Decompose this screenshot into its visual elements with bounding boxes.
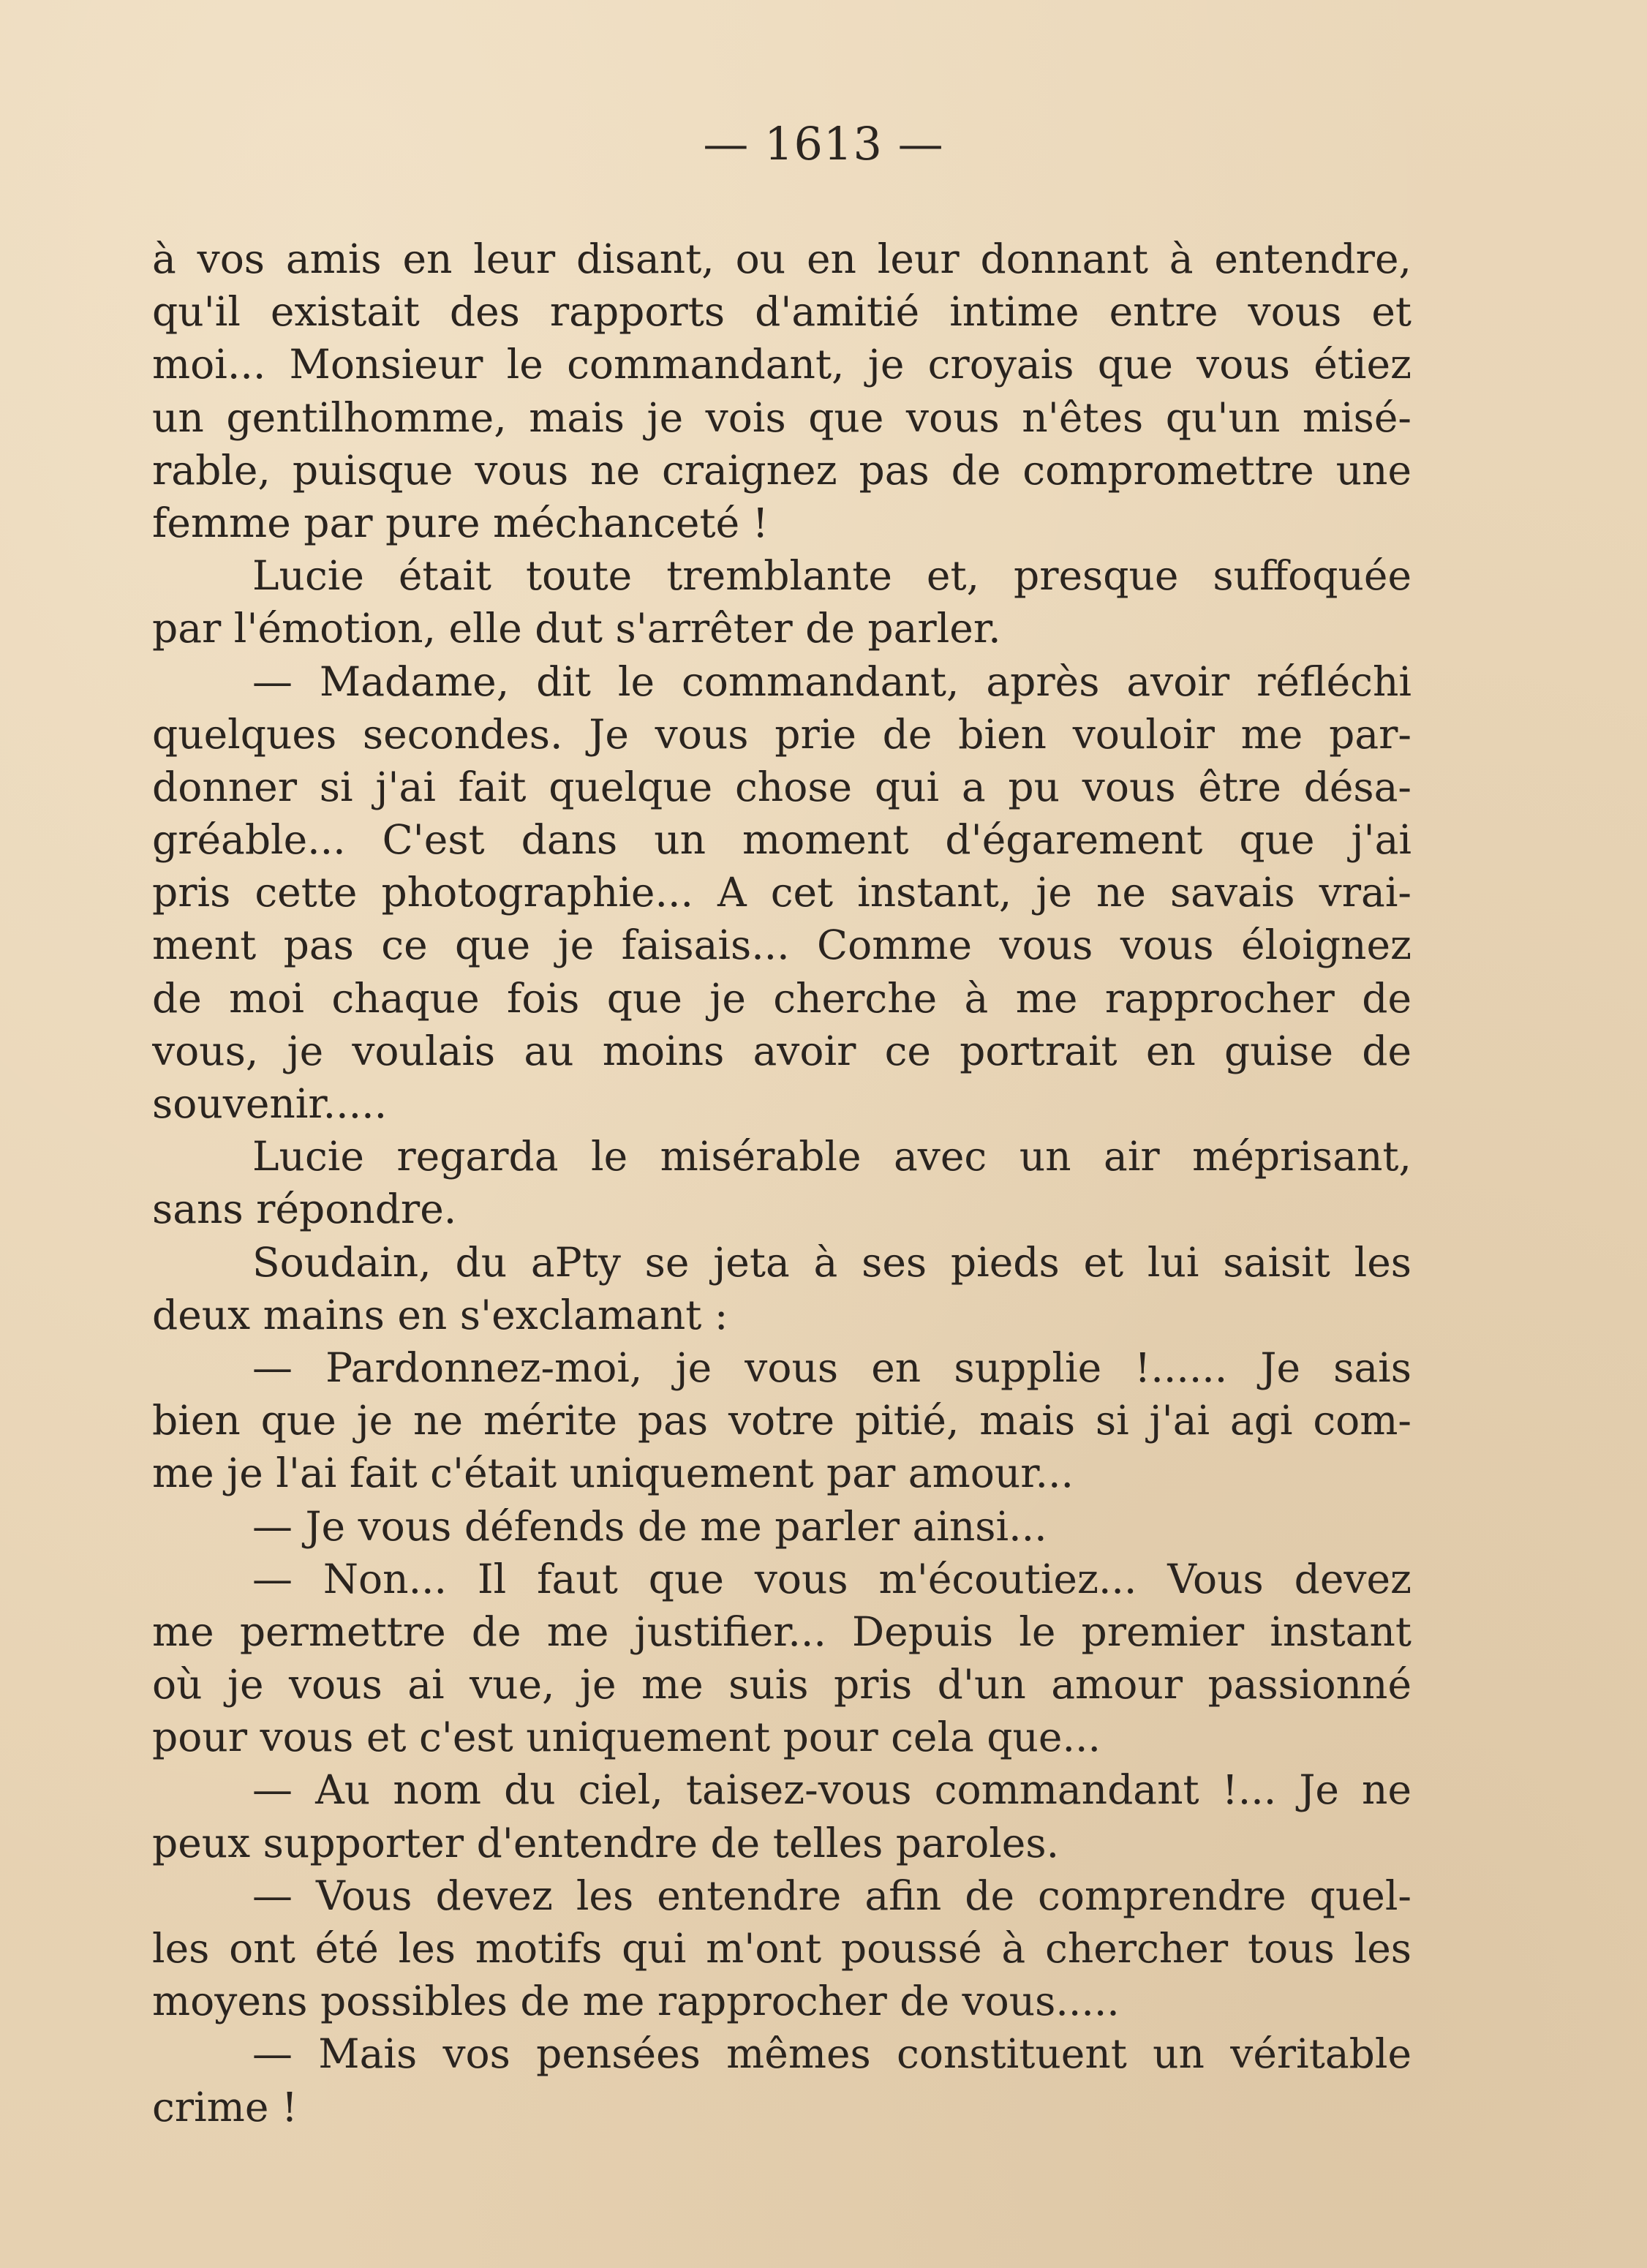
text-line: rable, puisque vous ne craignez pas de compromettre une	[152, 446, 1412, 494]
text-line: — Madame, dit le commandant, après avoir réfléchi	[252, 658, 1412, 705]
text-line: deux mains en s'exclamant :	[152, 1291, 728, 1338]
page-number: — 1613 —	[703, 117, 944, 170]
text-line: peux supporter d'entendre de telles paroles.	[152, 1819, 1060, 1866]
text-line: par l'émotion, elle dut s'arrêter de parler.	[152, 605, 1001, 652]
text-line: moyens possibles de me rapprocher de vous.....	[152, 1978, 1120, 2025]
text-line: un gentilhomme, mais je vois que vous n'êtes qu'un misé-	[152, 393, 1412, 441]
text-line: me permettre de me justifier... Depuis le premier instant	[152, 1608, 1412, 1655]
text-line: pris cette photographie... A cet instant, je ne savais vrai-	[152, 869, 1412, 916]
text-line: — Je vous défends de me parler ainsi...	[252, 1502, 1047, 1550]
text-line: me je l'ai fait c'était uniquement par amour...	[152, 1450, 1074, 1497]
text-line: femme par pure méchanceté !	[152, 499, 769, 546]
body-text	[152, 233, 1412, 2133]
text-line: souvenir.....	[152, 1080, 388, 1127]
text-line: où je vous ai vue, je me suis pris d'un amour passionné	[152, 1661, 1412, 1708]
text-line: Soudain, du aPty se jeta à ses pieds et lui saisit les	[252, 1238, 1412, 1286]
text-line: crime !	[152, 2083, 298, 2131]
text-line: sans répondre.	[152, 1186, 457, 1233]
text-line: — Vous devez les entendre afin de comprendre quel-	[252, 1872, 1412, 1919]
text-line: — Au nom du ciel, taisez-vous commandant !... Je ne	[252, 1766, 1412, 1814]
text-line: qu'il existait des rapports d'amitié intime entre vous et	[152, 288, 1412, 336]
text-line: moi... Monsieur le commandant, je croyais que vous étiez	[152, 341, 1412, 388]
text-line: les ont été les motifs qui m'ont poussé à chercher tous les	[152, 1925, 1412, 1972]
text-line: — Mais vos pensées mêmes constituent un véritable	[252, 2030, 1412, 2078]
text-line: Lucie était toute tremblante et, presque suffoquée	[252, 552, 1412, 600]
text-line: de moi chaque fois que je cherche à me rapprocher de	[152, 974, 1412, 1022]
text-line: — Non... Il faut que vous m'écoutiez... Vous devez	[252, 1555, 1412, 1602]
text-line: quelques secondes. Je vous prie de bien vouloir me par-	[152, 710, 1412, 758]
text-line: — Pardonnez-moi, je vous en supplie !...... Je sais	[252, 1344, 1412, 1391]
text-line: Lucie regarda le misérable avec un air méprisant,	[252, 1133, 1412, 1180]
text-line: pour vous et c'est uniquement pour cela que...	[152, 1714, 1101, 1761]
text-line: à vos amis en leur disant, ou en leur donnant à entendre,	[152, 236, 1412, 282]
text-line: vous, je voulais au moins avoir ce portrait en guise de	[152, 1027, 1412, 1074]
text-line: donner si j'ai fait quelque chose qui a pu vous être désa-	[152, 763, 1412, 810]
text-line: bien que je ne mérite pas votre pitié, mais si j'ai agi com-	[152, 1397, 1412, 1444]
text-line: ment pas ce que je faisais... Comme vous vous éloignez	[152, 922, 1412, 969]
text-line: gréable... C'est dans un moment d'égarement que j'ai	[152, 816, 1412, 864]
